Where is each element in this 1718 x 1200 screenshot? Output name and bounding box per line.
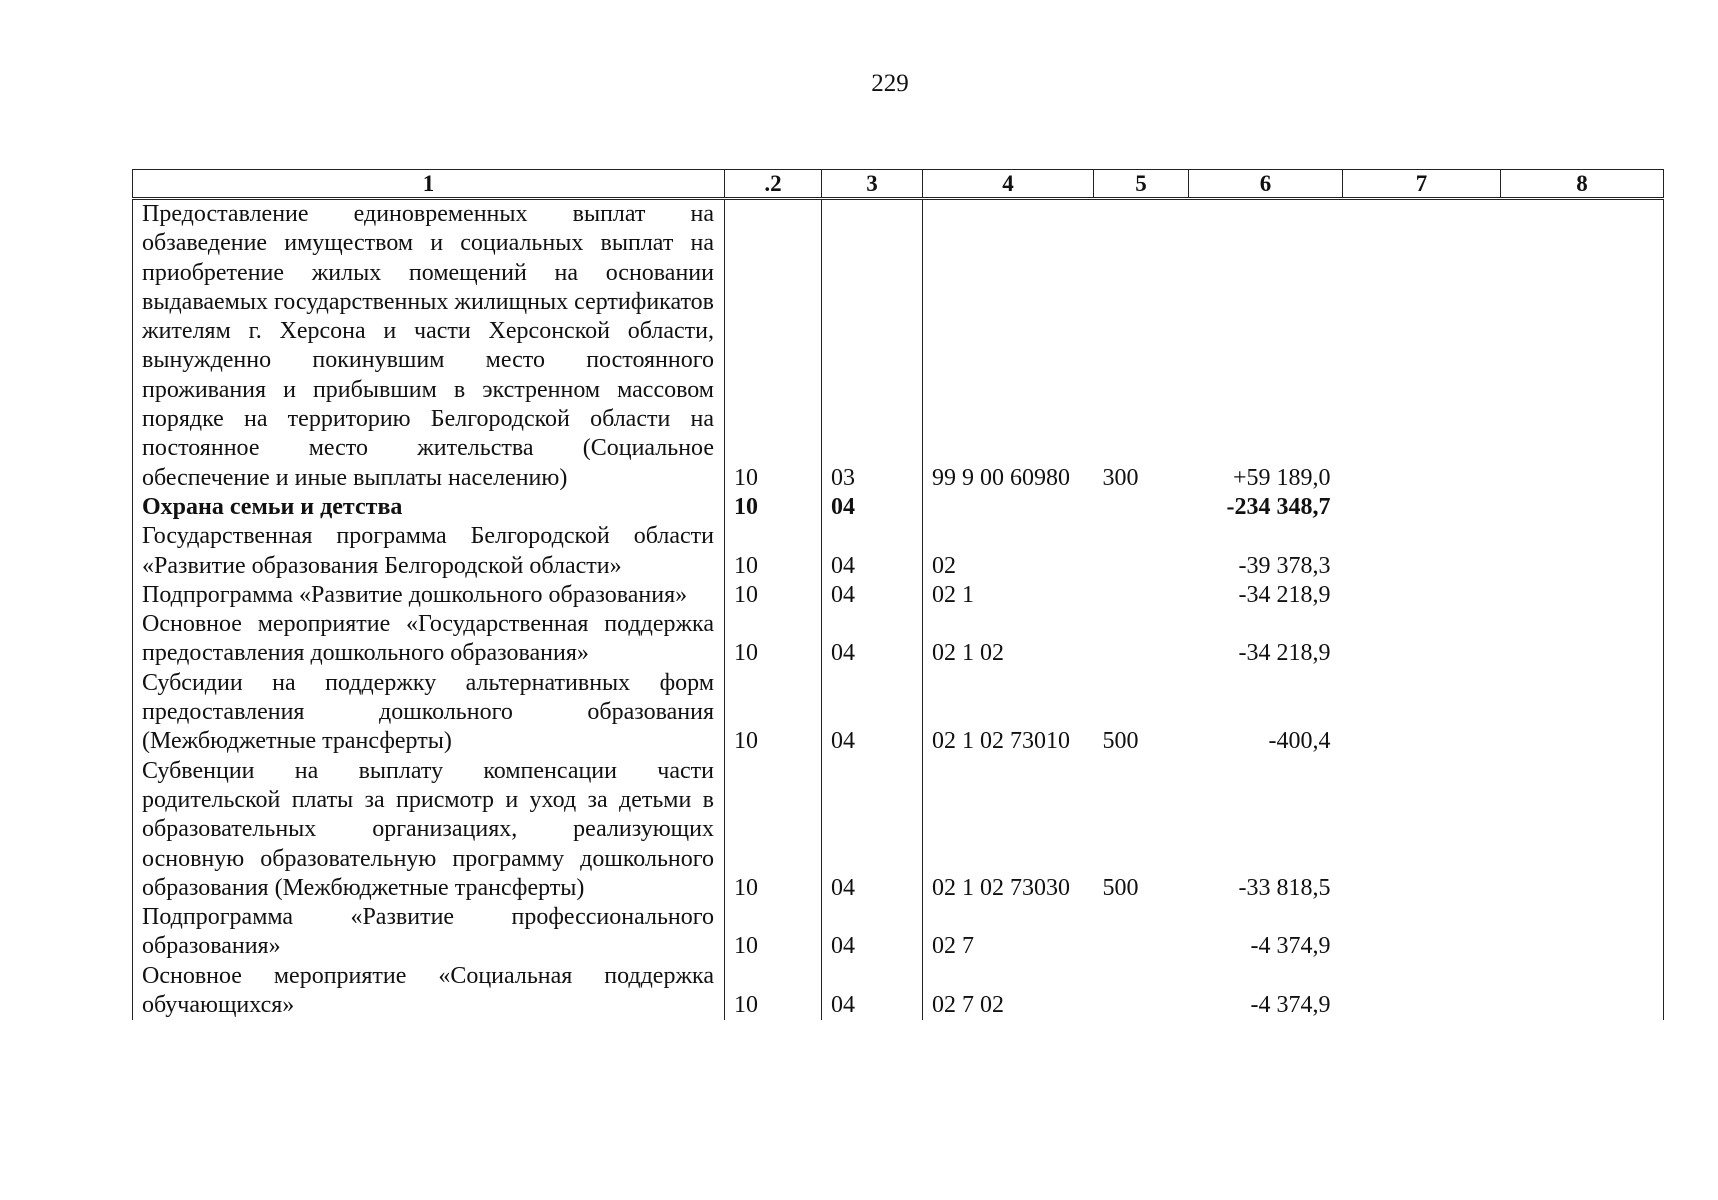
row-expense-type: 500 [1102, 874, 1139, 901]
header-col-7: 7 [1343, 170, 1501, 199]
table-row [133, 522, 1664, 581]
row-section: 10 [725, 581, 822, 610]
row-col-7 [1343, 199, 1501, 493]
row-col-8 [1501, 610, 1664, 669]
row-col-8 [1501, 522, 1664, 581]
table-row [133, 581, 1664, 610]
row-amount: -33 818,5 [1238, 874, 1331, 901]
row-col-8 [1501, 199, 1664, 493]
row-name: Основное мероприятие «Социальная поддержка обучающихся» [133, 962, 725, 1021]
row-col-8 [1501, 962, 1664, 1021]
row-amount: -400,4 [1268, 728, 1331, 755]
row-section: 10 [725, 199, 822, 493]
row-target-code: 02 7 [923, 903, 1094, 962]
row-expense-type [1094, 581, 1189, 610]
row-expense-type: 500 [1102, 728, 1139, 755]
row-amount: -234 348,7 [1226, 493, 1331, 520]
row-name: Субсидии на поддержку альтернативных форм предоставления дошкольного образования (Межбюджетные трансферты) [133, 669, 725, 757]
row-section: 10 [725, 962, 822, 1021]
budget-table [132, 169, 1664, 1020]
row-expense-type [1094, 962, 1189, 1021]
header-col-3: 3 [822, 170, 923, 199]
row-amount: -39 378,3 [1238, 552, 1331, 579]
row-col-8 [1501, 493, 1664, 522]
row-expense-type [1094, 493, 1189, 522]
row-col-7 [1343, 757, 1501, 903]
row-amount: +59 189,0 [1232, 464, 1331, 491]
row-target-code: 02 1 [923, 581, 1094, 610]
table-row [133, 903, 1664, 962]
row-subsection: 04 [822, 757, 923, 903]
row-expense-type [1094, 522, 1189, 581]
row-col-7 [1343, 669, 1501, 757]
row-amount: -34 218,9 [1238, 640, 1331, 667]
row-target-code: 02 [923, 522, 1094, 581]
row-col-7 [1343, 522, 1501, 581]
row-subsection: 04 [822, 581, 923, 610]
row-subsection: 04 [822, 522, 923, 581]
row-target-code: 02 1 02 [923, 610, 1094, 669]
table-row [133, 199, 1664, 493]
row-col-7 [1343, 903, 1501, 962]
page-number: 229 [871, 70, 909, 97]
row-target-code [923, 493, 1094, 522]
row-expense-type [1094, 903, 1189, 962]
row-amount: -34 218,9 [1238, 581, 1331, 608]
row-col-8 [1501, 669, 1664, 757]
table-row [133, 493, 1664, 522]
header-col-2: .2 [725, 170, 822, 199]
header-col-8: 8 [1501, 170, 1664, 199]
row-col-7 [1343, 962, 1501, 1021]
row-section: 10 [725, 610, 822, 669]
row-col-8 [1501, 581, 1664, 610]
row-section: 10 [725, 493, 822, 522]
row-name: Подпрограмма «Развитие профессионального образования» [133, 903, 725, 962]
row-section: 10 [725, 903, 822, 962]
row-target-code: 02 1 02 73030 [923, 757, 1094, 903]
row-name: Предоставление единовременных выплат на обзаведение имуществом и социальных выплат на приобретение жилых помещений на основании выдаваемых государственных жилищных сертификатов жителям г. Херсона и части Херсонской области, вынужденно покинувшим место постоянного проживания и прибывшим в экстренном массовом порядке на территорию Белгородской области на постоянное место жительства (Социальное обеспечение и иные выплаты населению) [133, 199, 725, 493]
row-name: Субвенции на выплату компенсации части родительской платы за присмотр и уход за детьми в образовательных организациях, реализующих основную образовательную программу дошкольного образования (Межбюджетные трансферты) [133, 757, 725, 903]
row-col-7 [1343, 610, 1501, 669]
row-section: 10 [725, 522, 822, 581]
row-amount: -4 374,9 [1250, 933, 1331, 960]
row-amount: -4 374,9 [1250, 992, 1331, 1019]
row-expense-type [1094, 610, 1189, 669]
row-expense-type: 300 [1102, 464, 1139, 491]
row-col-7 [1343, 581, 1501, 610]
row-col-8 [1501, 757, 1664, 903]
row-name: Государственная программа Белгородской области «Развитие образования Белгородской области» [133, 522, 725, 581]
table-row [133, 757, 1664, 903]
table-row [133, 669, 1664, 757]
header-col-4: 4 [923, 170, 1094, 199]
row-name: Подпрограмма «Развитие дошкольного образования» [133, 581, 725, 610]
row-subsection: 04 [822, 962, 923, 1021]
header-col-6: 6 [1189, 170, 1343, 199]
header-col-1: 1 [133, 170, 725, 199]
row-target-code: 99 9 00 60980 [923, 199, 1094, 493]
header-col-5: 5 [1094, 170, 1189, 199]
row-col-7 [1343, 493, 1501, 522]
row-col-8 [1501, 903, 1664, 962]
row-subsection: 04 [822, 669, 923, 757]
row-section: 10 [725, 669, 822, 757]
table-body [133, 199, 1664, 1021]
table-row [133, 962, 1664, 1021]
row-subsection: 04 [822, 610, 923, 669]
row-subsection: 03 [822, 199, 923, 493]
row-name: Охрана семьи и детства [133, 493, 725, 522]
table-row [133, 610, 1664, 669]
row-subsection: 04 [822, 493, 923, 522]
row-section: 10 [725, 757, 822, 903]
row-target-code: 02 1 02 73010 [923, 669, 1094, 757]
row-target-code: 02 7 02 [923, 962, 1094, 1021]
row-subsection: 04 [822, 903, 923, 962]
table-header-row [133, 170, 1664, 199]
row-name: Основное мероприятие «Государственная поддержка предоставления дошкольного образования» [133, 610, 725, 669]
